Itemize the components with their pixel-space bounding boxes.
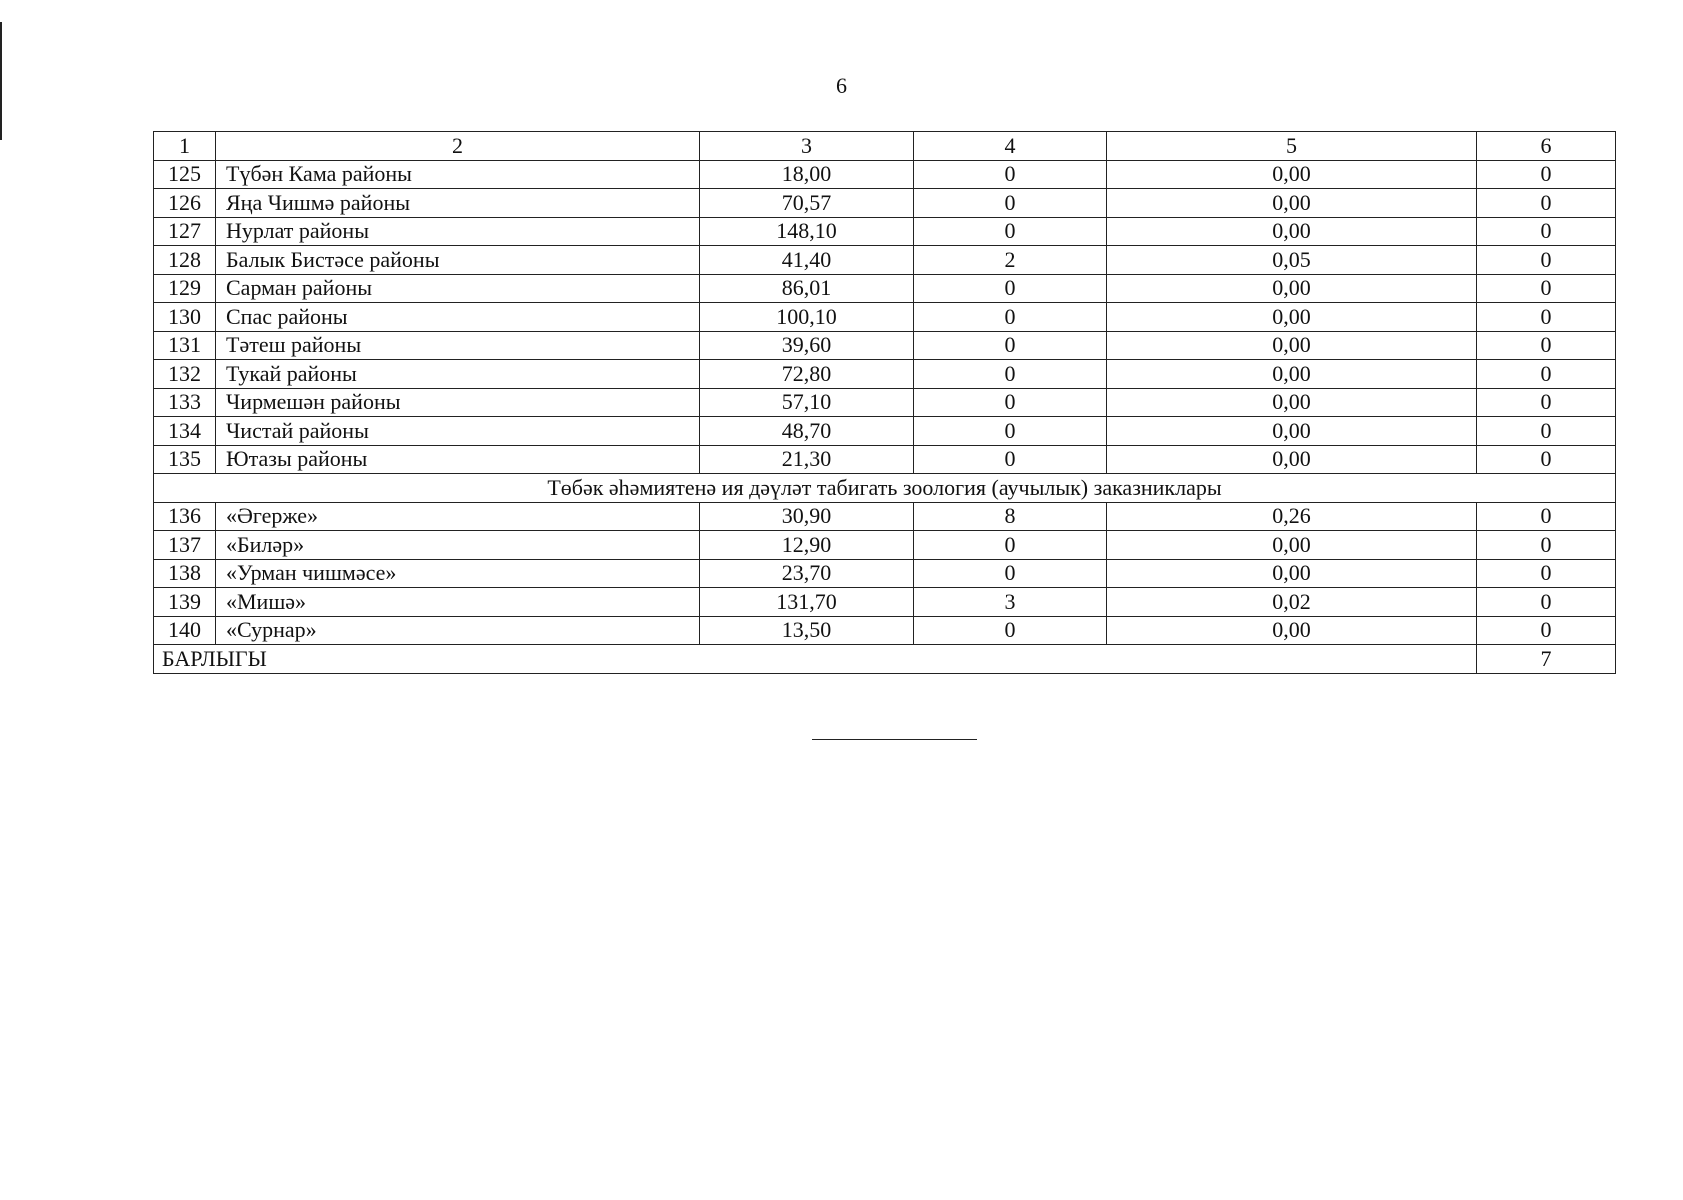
cell-col3: 13,50	[700, 616, 914, 645]
table-row	[154, 531, 1616, 560]
table-row	[154, 445, 1616, 474]
cell-col6: 0	[1477, 445, 1616, 474]
header-cell: 3	[700, 132, 914, 161]
table-row	[154, 502, 1616, 531]
cell-col5: 0,00	[1107, 417, 1477, 446]
table-row	[154, 360, 1616, 389]
cell-col4: 0	[914, 331, 1107, 360]
cell-col6: 0	[1477, 274, 1616, 303]
cell-col5: 0,00	[1107, 331, 1477, 360]
cell-col5: 0,00	[1107, 189, 1477, 218]
cell-col3: 131,70	[700, 588, 914, 617]
row-number: 125	[154, 160, 216, 189]
row-number: 133	[154, 388, 216, 417]
cell-col5: 0,00	[1107, 160, 1477, 189]
cell-col3: 48,70	[700, 417, 914, 446]
header-cell: 1	[154, 132, 216, 161]
cell-col3: 41,40	[700, 246, 914, 275]
table-row	[154, 217, 1616, 246]
row-name: «Биләр»	[216, 531, 700, 560]
table-row	[154, 616, 1616, 645]
cell-col6: 0	[1477, 616, 1616, 645]
cell-col4: 0	[914, 160, 1107, 189]
cell-col3: 12,90	[700, 531, 914, 560]
header-row	[154, 132, 1616, 161]
cell-col4: 0	[914, 388, 1107, 417]
row-number: 135	[154, 445, 216, 474]
row-name: «Мишә»	[216, 588, 700, 617]
cell-col6: 0	[1477, 246, 1616, 275]
table-row	[154, 303, 1616, 332]
cell-col3: 72,80	[700, 360, 914, 389]
cell-col4: 2	[914, 246, 1107, 275]
cell-col3: 70,57	[700, 189, 914, 218]
row-name: Балык Бистәсе районы	[216, 246, 700, 275]
closing-rule	[812, 739, 977, 740]
cell-col4: 0	[914, 417, 1107, 446]
row-name: Нурлат районы	[216, 217, 700, 246]
cell-col3: 39,60	[700, 331, 914, 360]
cell-col6: 0	[1477, 559, 1616, 588]
cell-col4: 0	[914, 360, 1107, 389]
cell-col4: 0	[914, 217, 1107, 246]
cell-col6: 0	[1477, 388, 1616, 417]
cell-col5: 0,00	[1107, 445, 1477, 474]
row-number: 131	[154, 331, 216, 360]
data-table	[153, 131, 1616, 674]
cell-col6: 0	[1477, 502, 1616, 531]
cell-col6: 0	[1477, 417, 1616, 446]
cell-col6: 0	[1477, 160, 1616, 189]
header-cell: 6	[1477, 132, 1616, 161]
section-row	[154, 474, 1616, 503]
row-number: 132	[154, 360, 216, 389]
cell-col3: 148,10	[700, 217, 914, 246]
row-name: «Урман чишмәсе»	[216, 559, 700, 588]
cell-col4: 0	[914, 445, 1107, 474]
cell-col6: 0	[1477, 360, 1616, 389]
table-row	[154, 274, 1616, 303]
cell-col3: 23,70	[700, 559, 914, 588]
cell-col4: 0	[914, 274, 1107, 303]
row-name: «Әгерже»	[216, 502, 700, 531]
row-name: Тәтеш районы	[216, 331, 700, 360]
cell-col5: 0,05	[1107, 246, 1477, 275]
row-name: Түбән Кама районы	[216, 160, 700, 189]
row-name: Яңа Чишмә районы	[216, 189, 700, 218]
cell-col6: 0	[1477, 588, 1616, 617]
cell-col6: 0	[1477, 531, 1616, 560]
cell-col5: 0,02	[1107, 588, 1477, 617]
cell-col5: 0,00	[1107, 274, 1477, 303]
cell-col5: 0,00	[1107, 531, 1477, 560]
total-row	[154, 645, 1616, 674]
row-number: 137	[154, 531, 216, 560]
cell-col5: 0,26	[1107, 502, 1477, 531]
table-row	[154, 160, 1616, 189]
header-cell: 4	[914, 132, 1107, 161]
row-name: Чистай районы	[216, 417, 700, 446]
cell-col3: 18,00	[700, 160, 914, 189]
cell-col4: 0	[914, 616, 1107, 645]
cell-col4: 3	[914, 588, 1107, 617]
cell-col5: 0,00	[1107, 616, 1477, 645]
row-number: 130	[154, 303, 216, 332]
cell-col4: 0	[914, 559, 1107, 588]
cell-col3: 100,10	[700, 303, 914, 332]
cell-col4: 8	[914, 502, 1107, 531]
row-number: 127	[154, 217, 216, 246]
table-row	[154, 388, 1616, 417]
cell-col5: 0,00	[1107, 303, 1477, 332]
row-number: 128	[154, 246, 216, 275]
cell-col3: 57,10	[700, 388, 914, 417]
row-name: Ютазы районы	[216, 445, 700, 474]
table-row	[154, 189, 1616, 218]
cell-col3: 30,90	[700, 502, 914, 531]
cell-col3: 86,01	[700, 274, 914, 303]
row-name: Спас районы	[216, 303, 700, 332]
row-name: Сарман районы	[216, 274, 700, 303]
cell-col5: 0,00	[1107, 217, 1477, 246]
cell-col5: 0,00	[1107, 360, 1477, 389]
header-cell: 5	[1107, 132, 1477, 161]
row-number: 139	[154, 588, 216, 617]
page-number: 6	[836, 73, 847, 98]
table-row	[154, 331, 1616, 360]
cell-col4: 0	[914, 303, 1107, 332]
cell-col6: 0	[1477, 303, 1616, 332]
row-name: Чирмешән районы	[216, 388, 700, 417]
row-name: «Сурнар»	[216, 616, 700, 645]
cell-col5: 0,00	[1107, 559, 1477, 588]
cell-col4: 0	[914, 189, 1107, 218]
row-number: 136	[154, 502, 216, 531]
row-number: 126	[154, 189, 216, 218]
header-cell: 2	[216, 132, 700, 161]
cell-col6: 0	[1477, 217, 1616, 246]
cell-col4: 0	[914, 531, 1107, 560]
section-title: Төбәк әһәмиятенә ия дәүләт табигать зоология (аучылык) заказниклары	[154, 474, 1616, 503]
row-name: Тукай районы	[216, 360, 700, 389]
table-row	[154, 246, 1616, 275]
table-row	[154, 588, 1616, 617]
cell-col6: 0	[1477, 189, 1616, 218]
cell-col6: 0	[1477, 331, 1616, 360]
row-number: 138	[154, 559, 216, 588]
total-value: 7	[1477, 645, 1616, 674]
row-number: 134	[154, 417, 216, 446]
cell-col5: 0,00	[1107, 388, 1477, 417]
cell-col3: 21,30	[700, 445, 914, 474]
table-row	[154, 417, 1616, 446]
row-number: 140	[154, 616, 216, 645]
row-number: 129	[154, 274, 216, 303]
total-label: БАРЛЫГЫ	[154, 645, 1477, 674]
table-row	[154, 559, 1616, 588]
